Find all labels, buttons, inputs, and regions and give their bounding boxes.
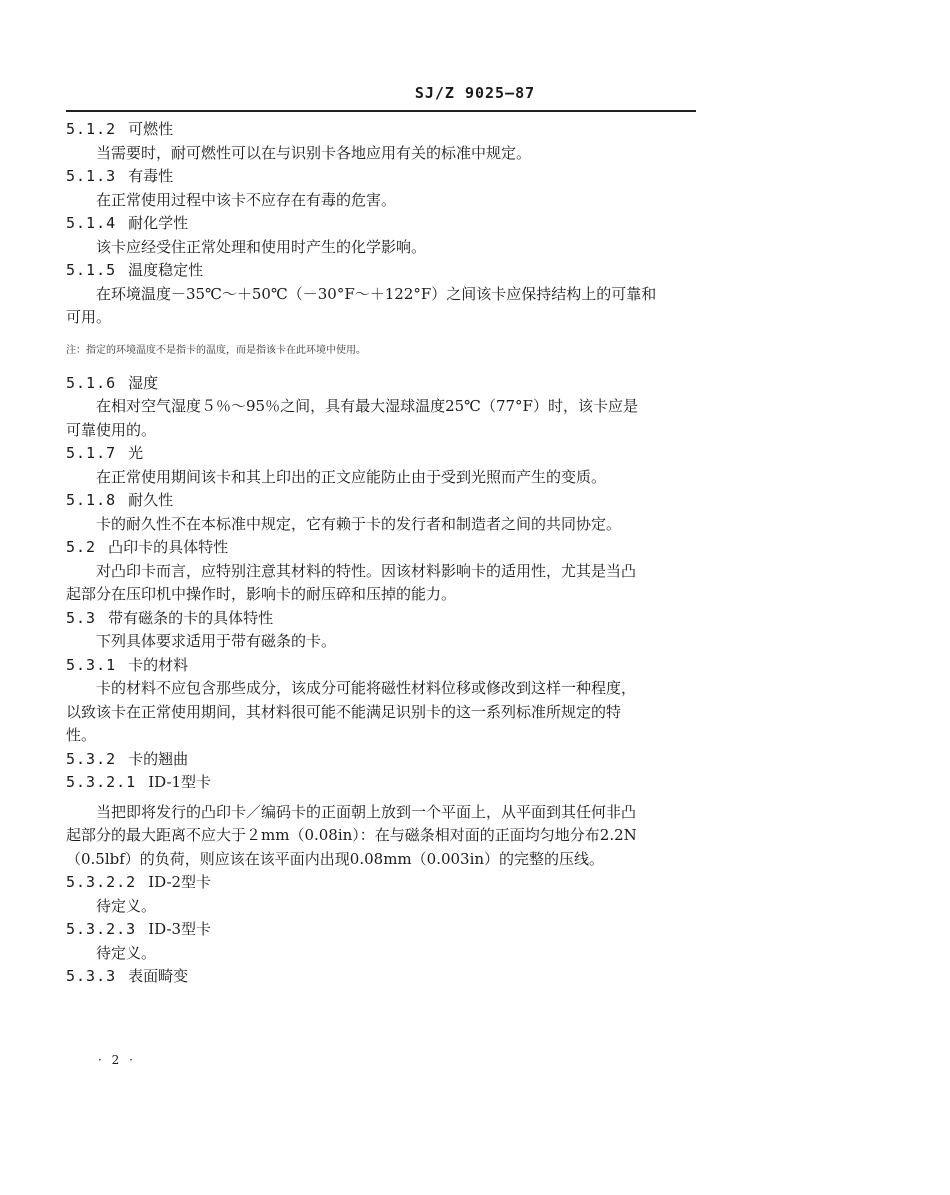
- section-heading: 5.1.2 可燃性: [66, 120, 174, 138]
- paragraph: 待定义。: [96, 943, 157, 962]
- paragraph: 下列具体要求适用于带有磁条的卡。: [96, 632, 337, 650]
- paragraph: 该卡应经受住正常处理和使用时产生的化学影响。: [96, 237, 427, 256]
- paragraph-continuation: 可靠使用的。: [66, 420, 157, 439]
- paragraph-continuation: 性。: [66, 726, 97, 744]
- section-heading: 5.1.8 耐久性: [66, 491, 174, 509]
- paragraph: 在相对空气湿度５％～95％之间，具有最大湿球温度25℃（77°F）时，该卡应是: [96, 397, 638, 415]
- section-heading: 5.3.2.2 ID-2型卡: [66, 873, 212, 891]
- paragraph: 对凸印卡而言，应特别注意其材料的特性。因该材料影响卡的适用性，尤其是当凸: [96, 561, 637, 580]
- paragraph: 在环境温度－35℃～＋50℃（－30°F～＋122°F）之间该卡应保持结构上的可靠和: [96, 284, 657, 303]
- section-heading: 5.3 带有磁条的卡的具体特性: [66, 608, 274, 627]
- paragraph-continuation: 可用。: [66, 308, 112, 326]
- section-heading: 5.3.3 表面畸变: [66, 967, 189, 985]
- paragraph: 待定义。: [96, 896, 157, 915]
- document-body: [66, 118, 706, 989]
- page-number: · 2 ·: [98, 1053, 136, 1067]
- note: 注：指定的环境温度不是指卡的温度，而是指该卡在此环境中使用。: [66, 344, 366, 356]
- section-heading: 5.3.2.1 ID-1型卡: [66, 773, 212, 791]
- header-rule: [66, 110, 696, 112]
- section-heading: 5.3.2 卡的翘曲: [66, 749, 189, 768]
- paragraph-continuation: 起部分的最大距离不应大于２mm（0.08in）：在与磁条相对面的正面均匀地分布2.2N: [66, 826, 637, 844]
- section-heading: 5.3.1 卡的材料: [66, 655, 189, 674]
- paragraph: 在正常使用过程中该卡不应存在有毒的危害。: [96, 190, 397, 209]
- section-heading: 5.1.6 湿度: [66, 373, 159, 392]
- section-heading: 5.1.3 有毒性: [66, 167, 174, 185]
- section-heading: 5.1.5 温度稳定性: [66, 261, 204, 279]
- paragraph: 卡的材料不应包含那些成分，该成分可能将磁性材料位移或修改到这样一种程度，: [96, 679, 637, 697]
- section-heading: 5.1.7 光: [66, 444, 144, 462]
- section-heading: 5.2 凸印卡的具体特性: [66, 538, 229, 556]
- section-heading: 5.1.4 耐化学性: [66, 214, 189, 232]
- paragraph: 卡的耐久性不在本标准中规定，它有赖于卡的发行者和制造者之间的共同协定。: [96, 514, 622, 533]
- paragraph: 当需要时，耐可燃性可以在与识别卡各地应用有关的标准中规定。: [96, 143, 532, 162]
- paragraph-continuation: 起部分在压印机中操作时，影响卡的耐压碎和压掉的能力。: [66, 585, 457, 603]
- page-header: SJ/Z 9025—87: [414, 84, 536, 102]
- section-heading: 5.3.2.3 ID-3型卡: [66, 920, 212, 938]
- paragraph-continuation: 以致该卡在正常使用期间，其材料很可能不能满足识别卡的这一系列标准所规定的特: [66, 702, 622, 721]
- paragraph: 在正常使用期间该卡和其上印出的正文应能防止由于受到光照而产生的变质。: [96, 467, 607, 486]
- paragraph: 当把即将发行的凸印卡／编码卡的正面朝上放到一个平面上，从平面到其任何非凸: [96, 802, 637, 821]
- paragraph-continuation: （0.5lbf）的负荷，则应该在该平面内出现0.08mm（0.003in）的完整的压线。: [66, 849, 605, 868]
